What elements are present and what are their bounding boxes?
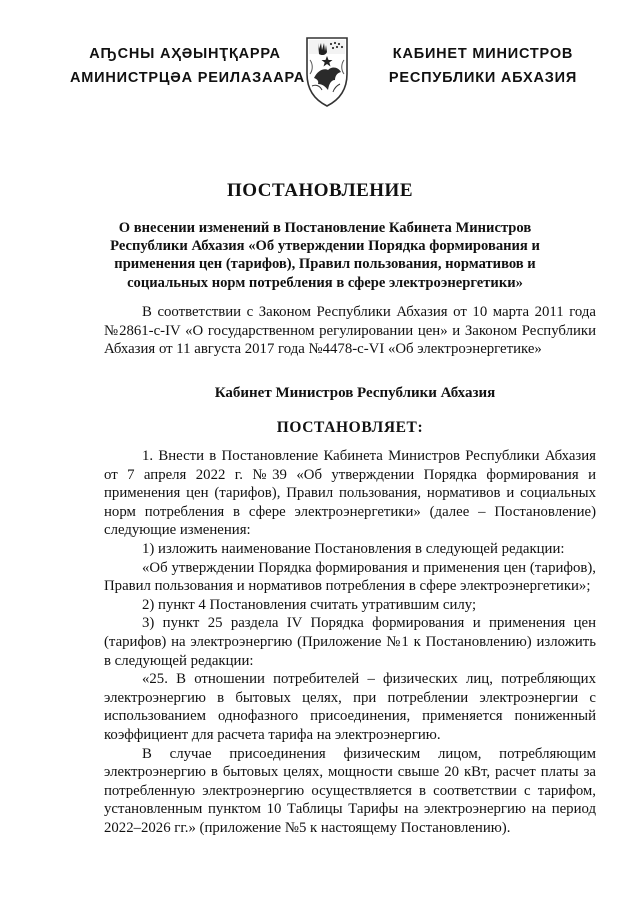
paragraph-subitem-3: 3) пункт 25 раздела IV Порядка формирования и применения цен (тарифов) на электроэнергию (Приложение №1 к Постановлению) изложить в следующей редакции: xyxy=(104,615,596,669)
letterhead-left-line2: АМИНИСТРЦӘА РЕИЛАЗААРА xyxy=(70,70,306,86)
paragraph-subitem-2: 2) пункт 4 Постановления считать утратившим силу; xyxy=(142,596,477,613)
paragraph-item-1: 1. Внести в Постановление Кабинета Министров Республики Абхазия от 7 апреля 2022 г. №39 «Об утверждении Порядка формирования и применения цен (тарифов), Правил пользования, нормативов и социальных норм потребления в сфере электроэнергетики» (далее – Постановление) следующие изменения: xyxy=(104,448,596,539)
document-subject: О внесении изменений в Постановление Кабинета Министров Республики Абхазия «Об утверждении Порядка формирования и применения цен (тарифов), Правил пользования, нормативов и социальных норм потребления в сфере электроэнергетики» xyxy=(110,220,540,291)
legal-basis-paragraph: В соответствии с Законом Республики Абхазия от 10 марта 2011 года №2861-с-IV «О государственном регулировании цен» и Законом Республики Абхазия от 11 августа 2017 года №4478-с-VI «Об электроэнергетике» xyxy=(104,304,596,358)
letterhead-right-line2: РЕСПУБЛИКИ АБХАЗИЯ xyxy=(388,70,578,86)
paragraph-clause-25: «25. В отношении потребителей – физических лиц, потребляющих электроэнергию в бытовых целях, при потреблении электроэнергии с использованием однофазного присоединения, применяется пониженный коэффициент для расчета тарифа на электроэнергию. xyxy=(104,671,596,743)
paragraph-quote-new-title: «Об утверждении Порядка формирования и применения цен (тарифов), Правил пользования и нормативов потребления в сфере электроэнергетики»; xyxy=(104,559,596,595)
cabinet-line: Кабинет Министров Республики Абхазия xyxy=(214,385,496,401)
coat-of-arms-icon xyxy=(304,34,350,108)
resolves-heading: ПОСТАНОВЛЯЕТ: xyxy=(276,419,424,436)
letterhead-left-line1: АҦСНЫ АҲӘЫНҬҚАРРА xyxy=(89,46,281,62)
paragraph-clause-25-continued: В случае присоединения физическим лицом, потребляющим электроэнергию в бытовых целях, мощности свыше 20 кВт, расчет платы за потребленную электроэнергию осуществляется в соответствии с тарифом, установленным пунктом 10 Таблицы Тарифы на электроэнергию на период 2022–2026 гг.» (приложение №5 к настоящему Постановлению). xyxy=(104,745,596,836)
letterhead-right-line1: КАБИНЕТ МИНИСТРОВ xyxy=(392,46,574,62)
resolution-body xyxy=(104,447,596,837)
letterhead-abkhaz xyxy=(70,42,306,90)
document-title: ПОСТАНОВЛЕНИЕ xyxy=(226,180,414,201)
paragraph-subitem-1: 1) изложить наименование Постановления в следующей редакции: xyxy=(142,540,565,557)
letterhead-russian xyxy=(378,42,588,90)
